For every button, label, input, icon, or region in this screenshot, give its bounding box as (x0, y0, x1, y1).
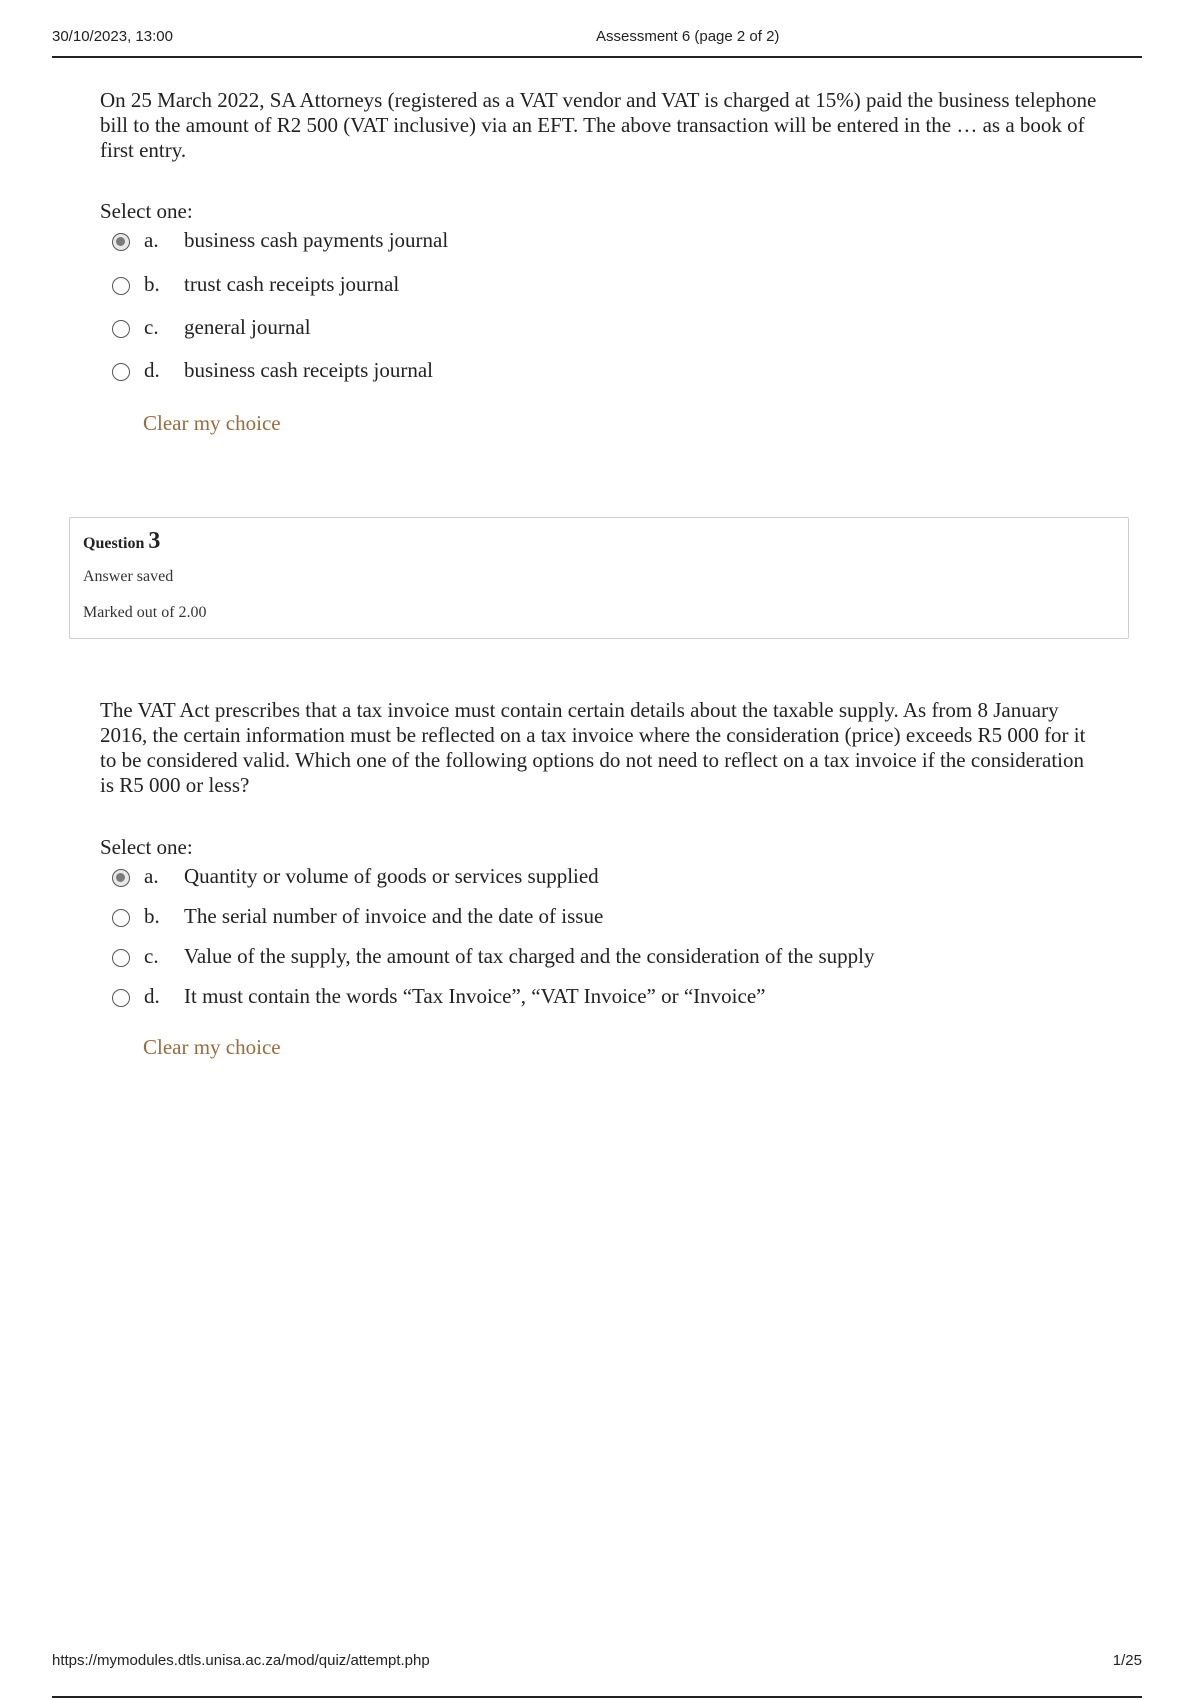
radio-icon[interactable] (112, 320, 130, 338)
radio-selected-icon[interactable] (112, 233, 130, 251)
print-header (52, 26, 1142, 58)
option-letter: b. (144, 904, 160, 928)
option-letter: d. (144, 984, 160, 1008)
option-letter: c. (144, 315, 159, 339)
question-2-clear-choice-link[interactable]: Clear my choice (143, 411, 281, 435)
option-text: trust cash receipts journal (184, 272, 400, 296)
option-text: Value of the supply, the amount of tax charged and the consideration of the supply (184, 944, 875, 968)
radio-icon[interactable] (112, 949, 130, 967)
footer-divider (52, 1696, 1142, 1698)
print-datetime: 30/10/2023, 13:00 (52, 28, 173, 45)
option-text: general journal (184, 315, 311, 339)
question-grade: Marked out of 2.00 (83, 604, 207, 621)
radio-icon[interactable] (112, 909, 130, 927)
question-3-clear-choice-link[interactable]: Clear my choice (143, 1035, 281, 1059)
option-text: Quantity or volume of goods or services supplied (184, 864, 599, 888)
question-2-select-prompt: Select one: (100, 199, 193, 223)
radio-selected-icon[interactable] (112, 869, 130, 887)
radio-icon[interactable] (112, 277, 130, 295)
print-footer (52, 1648, 1142, 1698)
option-text: It must contain the words “Tax Invoice”, “VAT Invoice” or “Invoice” (184, 984, 766, 1008)
question-state: Answer saved (83, 568, 174, 585)
print-url: https://mymodules.dtls.unisa.ac.za/mod/quiz/attempt.php (52, 1652, 430, 1669)
option-letter: d. (144, 358, 160, 382)
question-number (83, 528, 160, 555)
question-3-info-box (69, 517, 1129, 639)
print-page-number: 1/25 (1112, 1652, 1142, 1669)
option-text: The serial number of invoice and the date of issue (184, 904, 604, 928)
option-text: business cash receipts journal (184, 358, 434, 382)
question-number-value: 3 (148, 528, 161, 554)
question-3-text: The VAT Act prescribes that a tax invoice must contain certain details about the taxable supply. As from 8 January 2016, the certain information must be reflected on a tax invoice where the consideration (price) exceeds R5 000 for it to be considered valid. Which one of the following options do not need to reflect on a tax invoice if the consideration is R5 000 or less? (100, 698, 1086, 797)
option-text: business cash payments journal (184, 228, 449, 252)
print-page-title: Assessment 6 (page 2 of 2) (596, 28, 780, 45)
question-label: Question (83, 535, 145, 552)
radio-icon[interactable] (112, 989, 130, 1007)
option-letter: a. (144, 228, 159, 252)
radio-icon[interactable] (112, 363, 130, 381)
option-letter: b. (144, 272, 160, 296)
question-3-select-prompt: Select one: (100, 835, 193, 859)
option-letter: a. (144, 864, 159, 888)
option-letter: c. (144, 944, 159, 968)
question-2-text: On 25 March 2022, SA Attorneys (registered as a VAT vendor and VAT is charged at 15%) paid the business telephone bill to the amount of R2 500 (VAT inclusive) via an EFT. The above transaction will be entered in the … as a book of first entry. (100, 88, 1097, 162)
